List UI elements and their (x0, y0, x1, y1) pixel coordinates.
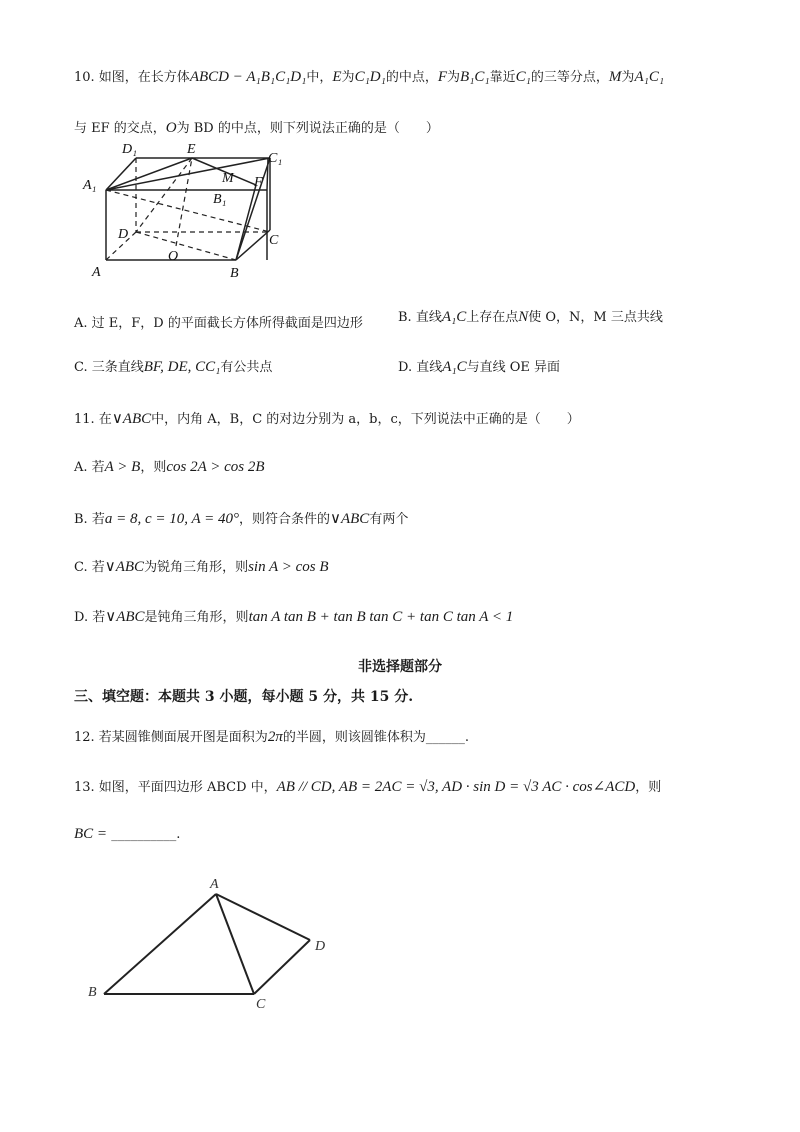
label-C: C (269, 233, 279, 248)
label-A1: A₁ (83, 178, 97, 193)
q10-cuboid-figure (80, 140, 300, 285)
q10-math: A₁C₁ (634, 69, 665, 85)
q10-text: 10. 如图，在长方体 (74, 70, 190, 85)
q11-math: ∨ABC (111, 411, 152, 427)
q10-text: 的中点， (385, 70, 438, 85)
q13-label-A: A (210, 877, 219, 892)
label-B: B (230, 266, 239, 281)
q10-math: BF, DE, CC₁ (143, 359, 221, 375)
q10-math: O (165, 120, 177, 136)
q13-line2 (74, 826, 180, 843)
q11-math: ∨ABC (330, 511, 370, 527)
q10-math: E (332, 69, 342, 85)
q13-answer-blank: __________. (111, 827, 181, 842)
q11-text: C. 若 (74, 560, 105, 575)
q11-math: sin A > cos B (248, 559, 329, 575)
q12-text: 的半圆，则该圆锥体积为______. (282, 730, 469, 745)
label-M: M (222, 171, 234, 186)
q12-line (74, 726, 469, 746)
q11-option-c (74, 556, 328, 576)
q11-text: ，则 (140, 460, 167, 475)
q11-math: tan A tan B + tan B tan C + tan C tan A < 1 (248, 609, 514, 625)
q10-math-cuboid: ABCD − A₁B₁C₁D₁ (189, 69, 307, 85)
label-D1: D₁ (122, 142, 137, 157)
q10-text: 使 O，N，M 三点共线 (528, 310, 663, 325)
q11-math: cos 2A > cos 2B (166, 459, 265, 475)
q11-text: ，则符合条件的 (238, 512, 330, 527)
q11-text: 11. 在 (74, 412, 112, 427)
q11-text: 有两个 (369, 512, 409, 527)
q10-math: A₁C (441, 309, 467, 325)
q11-stem (74, 408, 580, 428)
label-B1: B₁ (213, 192, 227, 207)
q10-text: 与直线 OE 异面 (466, 360, 561, 375)
q11-math: a = 8, c = 10, A = 40° (104, 511, 239, 527)
q10-math: A₁C (442, 359, 467, 375)
q10-text: 为 (341, 70, 355, 85)
q10-text: B. 直线 (398, 310, 442, 325)
q11-text: 是钝角三角形，则 (144, 610, 249, 625)
section-title: 非选择题部分 (358, 659, 442, 675)
q10-text: 为 (447, 70, 461, 85)
q13-text: 13. 如图，平面四边形 ABCD 中， (74, 780, 277, 795)
q11-math: ∨ABC (105, 609, 145, 625)
q10-text: C. 三条直线 (74, 360, 144, 375)
label-A: A (92, 265, 101, 280)
q11-text: B. 若 (74, 512, 105, 527)
q13-label-D: D (315, 939, 326, 954)
q11-text: 中，内角 A，B，C 的对边分别为 a，b，c，下列说法中正确的是（ ） (151, 412, 580, 427)
q10-text: 为 BD 的中点，则下列说法正确的是（ ） (176, 121, 439, 136)
q11-text: A. 若 (74, 460, 105, 475)
q10-option-a-text: A. 过 E，F，D 的平面截长方体所得截面是四边形 (74, 316, 363, 331)
q11-math: A > B (104, 459, 141, 475)
q11-math: ∨ABC (104, 559, 145, 575)
q10-math: C₁D₁ (354, 69, 386, 85)
q10-text: 与 EF 的交点， (74, 121, 166, 136)
q11-option-a (74, 456, 265, 476)
q12-text: 12. 若某圆锥侧面展开图是面积为 (74, 730, 268, 745)
q11-text: 为锐角三角形，则 (144, 560, 249, 575)
q10-text: 上存在点 (466, 310, 519, 325)
q13-math: AB // CD, AB = 2AC = √3, AD · sin D = √3 AC · cos∠ACD (276, 779, 636, 795)
q10-text: 的三等分点， (530, 70, 609, 85)
q10-line2 (74, 117, 439, 137)
q10-math: C₁ (515, 69, 531, 85)
q10-text: 靠近 (489, 70, 516, 85)
q10-option-b (398, 306, 663, 326)
q10-line1 (74, 66, 664, 86)
label-E: E (187, 142, 196, 157)
q10-math: N (518, 309, 529, 325)
q10-text: 中， (306, 70, 333, 85)
q13-label-B: B (88, 985, 97, 1000)
q13-line1 (74, 776, 661, 796)
q11-text: D. 若 (74, 610, 106, 625)
q10-option-c (74, 356, 272, 376)
q10-option-a (74, 312, 363, 331)
q13-quadrilateral-figure (80, 870, 340, 1010)
q10-option-d (398, 356, 560, 376)
q11-option-d (74, 606, 513, 626)
label-F: F (254, 175, 263, 190)
label-C1: C₁ (268, 151, 283, 166)
label-D: D (118, 227, 129, 242)
q13-text: ，则 (635, 780, 662, 795)
q13-math: BC = (74, 826, 108, 842)
q10-math: B₁C₁ (460, 69, 490, 85)
q10-math: M (608, 69, 622, 85)
section-heading: 三、填空题：本题共 3 小题，每小题 5 分，共 15 分. (74, 689, 414, 705)
q10-text: 有公共点 (220, 360, 273, 375)
q13-label-C: C (256, 997, 266, 1010)
q10-text: 为 (621, 70, 635, 85)
q10-text: D. 直线 (398, 360, 443, 375)
label-O: O (168, 249, 179, 264)
q10-math: F (437, 69, 448, 85)
q12-math: 2π (267, 729, 283, 745)
q11-option-b (74, 508, 408, 528)
